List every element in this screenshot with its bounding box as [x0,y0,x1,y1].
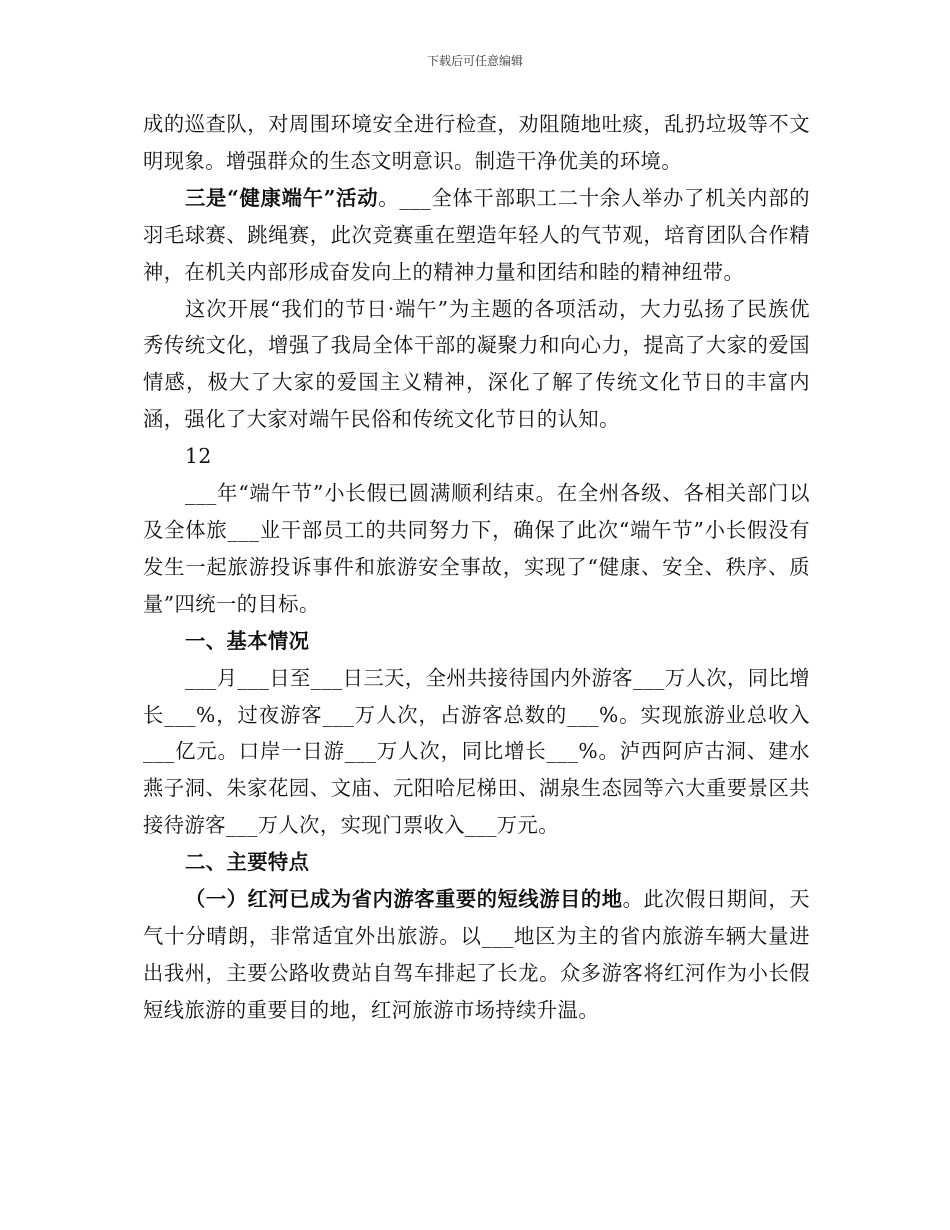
paragraph-text: 12 [185,444,212,469]
paragraph-text: 。此次假日期间，天气十分晴朗，非常适宜外出旅游。以___地区为主的省内旅游车辆大量进出我州，主要公路收费站自驾车排起了长龙。众多游客将红河作为小长假短线旅游的重要目的地，红河旅游市场持续升温。 [143,887,811,1022]
paragraph-lead: （一）红河已成为省内游客重要的短线游目的地 [185,887,623,912]
paragraph-summary [143,291,810,439]
paragraph-lead: 三是“健康端午”活动 [185,185,379,210]
paragraph-text: ___年“端午节”小长假已圆满顺利结束。在全州各级、各相关部门以及全体旅___业干部员工的共同努力下，确保了此次“端午节”小长假没有发生一起旅游投诉事件和旅游安全事故，实现了“健康、安全、秩序、质量”四统一的目标。 [143,481,810,616]
paragraph-healthy-duanwu [143,180,810,291]
paragraph-text: 。___全体干部职工二十余人举办了机关内部的羽毛球赛、跳绳赛，此次竞赛重在塑造年轻人的气节观，培育团队合作精神，在机关内部形成奋发向上的精神力量和团结和睦的精神纽带。 [143,185,810,284]
heading-main-features [143,844,810,881]
paragraph-honghe-destination [143,881,810,1029]
section-number [143,438,810,475]
paragraph-patrol [143,106,810,180]
heading-basic-situation [143,623,810,660]
section-heading: 二、主要特点 [185,850,310,875]
document-body [143,106,810,1029]
paragraph-holiday-overview [143,475,810,623]
paragraph-text: 成的巡查队，对周围环境安全进行检查，劝阻随地吐痰，乱扔垃圾等不文明现象。增强群众的生态文明意识。制造干净优美的环境。 [143,112,810,173]
section-heading: 一、基本情况 [185,628,310,653]
paragraph-text: 这次开展“我们的节日·端午”为主题的各项活动，大力弘扬了民族优秀传统文化，增强了我局全体干部的凝聚力和向心力，提高了大家的爱国情感，极大了大家的爱国主义精神，深化了解了传统文化节日的丰富内涵，强化了大家对端午民俗和传统文化节日的认知。 [143,296,810,432]
paragraph-text: ___月___日至___日三天，全州共接待国内外游客___万人次，同比增长___%，过夜游客___万人次，占游客总数的___%。实现旅游业总收入___亿元。口岸一日游___万人次，同比增长___%。泸西阿庐古洞、建水燕子洞、朱家花园、文庙、元阳哈尼梯田、湖泉生态园等六大重要景区共接待游客___万人次，实现门票收入___万元。 [143,665,810,838]
paragraph-statistics [143,660,810,845]
page-header: 下载后可任意编辑 [426,54,523,68]
